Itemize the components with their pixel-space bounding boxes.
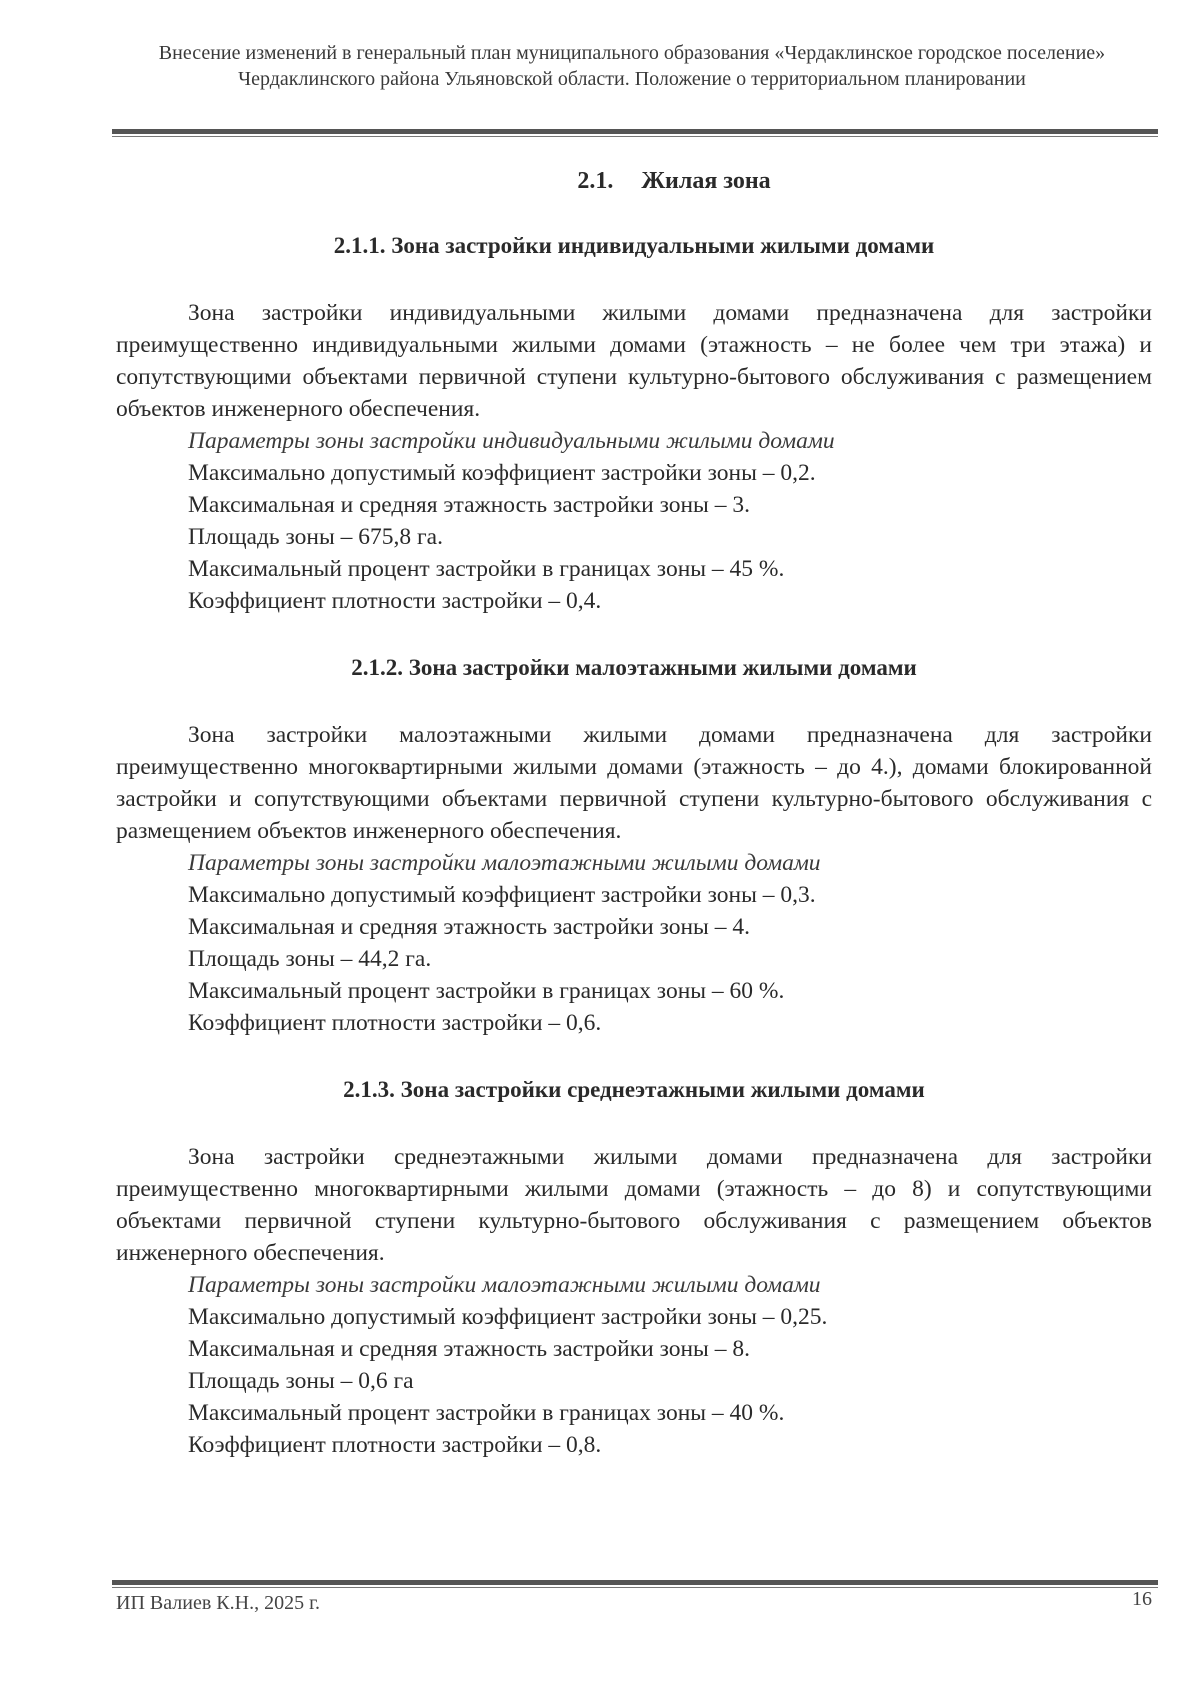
subsection-paragraph: Зона застройки индивидуальными жилыми домами предназначена для застройки преимущественно индивидуальными жилыми домами (этажность – не более чем три этажа) и сопутствующими объектами первичной ступени культурно-бытового обслуживания с размещением объектов инженерного обеспечения. xyxy=(116,300,1152,422)
params-list xyxy=(116,1269,1152,1461)
params-caption: Параметры зоны застройки малоэтажными жилыми домами xyxy=(188,1272,821,1298)
param-line: Максимальная и средняя этажность застройки зоны – 3. xyxy=(188,492,750,518)
subsection-low-rise xyxy=(116,655,1152,1039)
param-line: Коэффициент плотности застройки – 0,6. xyxy=(188,1010,602,1036)
param-line: Площадь зоны – 44,2 га. xyxy=(188,946,432,972)
subsection-title: 2.1.2. Зона застройки малоэтажными жилыми домами xyxy=(351,655,917,680)
param-line: Максимально допустимый коэффициент застройки зоны – 0,25. xyxy=(188,1304,828,1330)
footer-author: ИП Валиев К.Н., 2025 г. xyxy=(116,1592,321,1614)
section-title xyxy=(116,168,1152,195)
header-rule xyxy=(112,129,1158,137)
params-list xyxy=(116,425,1152,617)
param-line: Максимальный процент застройки в границах зоны – 40 %. xyxy=(188,1400,785,1426)
param-line: Площадь зоны – 675,8 га. xyxy=(188,524,443,550)
footer-rule xyxy=(112,1580,1158,1588)
param-line: Коэффициент плотности застройки – 0,4. xyxy=(188,588,602,614)
main-content xyxy=(116,168,1152,1461)
subsection-paragraph: Зона застройки среднеэтажными жилыми домами предназначена для застройки преимущественно многоквартирными жилыми домами (этажность – до 8) и сопутствующими объектами первичной ступени культурно-бытового обслуживания с размещением объектов инженерного обеспечения. xyxy=(116,1144,1152,1266)
params-caption: Параметры зоны застройки индивидуальными жилыми домами xyxy=(188,428,835,454)
page-number: 16 xyxy=(1132,1588,1152,1610)
running-header: Внесение изменений в генеральный план муниципального образования «Чердаклинское городское поселение» Чердаклинского района Ульяновской области. Положение о территориальном планировании xyxy=(158,42,1106,90)
param-line: Максимальная и средняя этажность застройки зоны – 4. xyxy=(188,914,750,940)
param-line: Максимально допустимый коэффициент застройки зоны – 0,2. xyxy=(188,460,816,486)
param-line: Максимально допустимый коэффициент застройки зоны – 0,3. xyxy=(188,882,816,908)
param-line: Коэффициент плотности застройки – 0,8. xyxy=(188,1432,602,1458)
subsection-mid-rise xyxy=(116,1077,1152,1461)
param-line: Площадь зоны – 0,6 га xyxy=(188,1368,414,1394)
param-line: Максимальный процент застройки в границах зоны – 45 %. xyxy=(188,556,785,582)
subsection-paragraph: Зона застройки малоэтажными жилыми домами предназначена для застройки преимущественно многоквартирными жилыми домами (этажность – до 4.), домами блокированной застройки и сопутствующими объектами первичной ступени культурно-бытового обслуживания с размещением объектов инженерного обеспечения. xyxy=(116,722,1152,844)
section-title-text: Жилая зона xyxy=(641,168,771,194)
param-line: Максимальная и средняя этажность застройки зоны – 8. xyxy=(188,1336,750,1362)
params-caption: Параметры зоны застройки малоэтажными жилыми домами xyxy=(188,850,821,876)
subsection-title: 2.1.3. Зона застройки среднеэтажными жилыми домами xyxy=(343,1077,925,1102)
params-list xyxy=(116,847,1152,1039)
param-line: Максимальный процент застройки в границах зоны – 60 %. xyxy=(188,978,785,1004)
subsection-title: 2.1.1. Зона застройки индивидуальными жилыми домами xyxy=(333,233,935,258)
section-number: 2.1. xyxy=(577,168,614,194)
subsection-individual-houses xyxy=(116,233,1152,617)
